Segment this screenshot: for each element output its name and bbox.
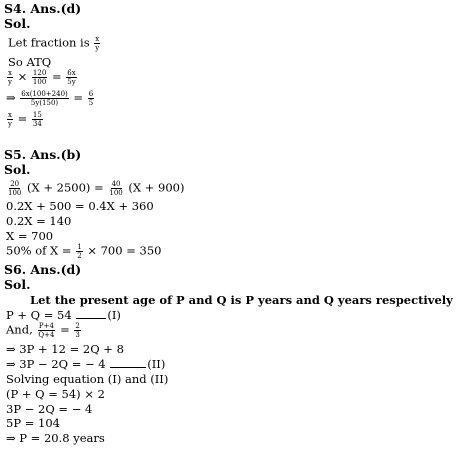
s6-sol-label: Sol.	[4, 277, 31, 292]
fraction: $\frac{P+4}{Q+4}$	[38, 322, 55, 339]
s4-line-3: $\frac{x}{y}$ × $\frac{120}{100}$ = $\frac{6x}{5y}$	[8, 69, 76, 86]
s6-line-1: P + Q = 54 (I)	[6, 308, 121, 322]
fraction: $\frac{120}{100}$	[32, 69, 47, 86]
s6-line-6: (P + Q = 54) × 2	[6, 387, 105, 401]
blank-underline	[110, 357, 146, 368]
fraction: $\frac{15}{34}$	[32, 111, 42, 128]
s5-sol-label: Sol.	[4, 162, 31, 177]
s4-line-1-text: Let fraction is	[8, 35, 90, 50]
s5-line-5: 50% of X = $\frac{1}{2}$ × 700 = 350	[6, 243, 162, 260]
s4-line-5: $\frac{x}{y}$ = $\frac{15}{34}$	[8, 111, 42, 128]
s4-line-2: So ATQ	[8, 55, 52, 69]
fraction: $\frac{x}{y}$	[95, 35, 100, 52]
s6-line-5: Solving equation (I) and (II)	[6, 372, 169, 386]
fraction: $\frac{6}{5}$	[88, 90, 94, 107]
s6-line-9: ⇒ P = 20.8 years	[6, 431, 105, 445]
s4-heading: S4. Ans.(d)	[4, 1, 82, 16]
blank-underline	[76, 308, 106, 319]
s5-line-2: 0.2X + 500 = 0.4X + 360	[6, 199, 154, 213]
s6-line-7: 3P − 2Q = − 4	[6, 402, 93, 416]
s6-line-3: ⇒ 3P + 12 = 2Q + 8	[6, 342, 124, 356]
s5-heading: S5. Ans.(b)	[4, 147, 82, 162]
s6-line-2: And, $\frac{P+4}{Q+4}$ = $\frac{2}{3}$	[6, 322, 80, 339]
s5-line-1: $\frac{20}{100}$ (X + 2500) = $\frac{40}{100}$ (X + 900)	[8, 180, 185, 197]
s4-line-1	[8, 35, 101, 52]
fraction: $\frac{6x(100+240)}{5y(150)}$	[21, 90, 68, 107]
s4-line-4: ⇒ $\frac{6x(100+240)}{5y(150)}$ = $\frac{6}{5}$	[6, 90, 94, 107]
fraction: $\frac{x}{y}$	[8, 69, 12, 86]
fraction: $\frac{20}{100}$	[8, 180, 22, 197]
fraction: $\frac{1}{2}$	[77, 243, 82, 260]
fraction: $\frac{6x}{5y}$	[67, 69, 76, 86]
s6-line-4: ⇒ 3P − 2Q = − 4 (II)	[6, 357, 166, 371]
s6-heading: S6. Ans.(d)	[4, 262, 82, 277]
s4-sol-label: Sol.	[4, 16, 31, 31]
s6-intro: Let the present age of P and Q is P years and Q years respectively	[30, 293, 453, 307]
s5-line-4: X = 700	[6, 229, 54, 243]
s6-line-8: 5P = 104	[6, 416, 60, 430]
s5-line-3: 0.2X = 140	[6, 214, 72, 228]
fraction: $\frac{40}{100}$	[109, 180, 123, 197]
fraction: $\frac{x}{y}$	[8, 111, 12, 128]
fraction: $\frac{2}{3}$	[75, 322, 80, 339]
